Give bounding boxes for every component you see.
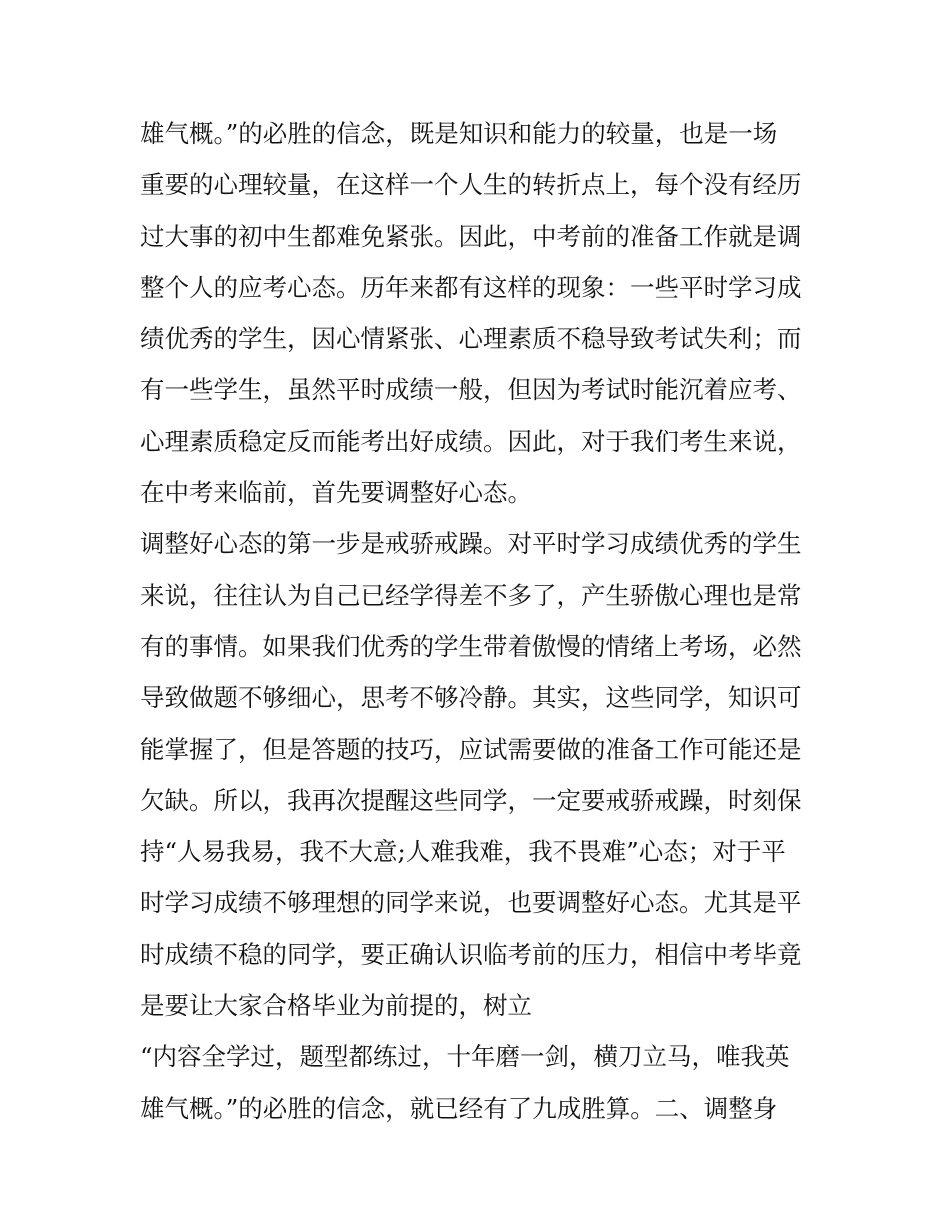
text-line: 重要的心理较量，在这样一个人生的转折点上，每个没有经历 [140,170,802,200]
text-line: 时成绩不稳的同学，要正确认识临考前的压力，相信中考毕竟 [140,939,802,969]
text-line: 时学习成绩不够理想的同学来说，也要调整好心态。尤其是平 [140,888,802,918]
text-line: 雄气概。”的必胜的信念，既是知识和能力的较量，也是一场 [140,119,778,148]
text-line: 持“人易我易，我不大意;人难我难，我不畏难”心态；对于平 [140,837,786,867]
text-line: 有一些学生，虽然平时成绩一般，但因为考试时能沉着应考、 [140,375,802,405]
text-line: 有的事情。如果我们优秀的学生带着傲慢的情绪上考场，必然 [140,631,802,661]
text-line: 心理素质稳定反而能考出好成绩。因此，对于我们考生来说， [140,426,802,456]
text-line: 能掌握了，但是答题的技巧，应试需要做的准备工作可能还是 [140,734,802,764]
text-line: 雄气概。”的必胜的信念，就已经有了九成胜算。二、调整身 [140,1093,778,1123]
text-line: 绩优秀的学生，因心情紧张、心理素质不稳导致考试失利；而 [140,324,802,354]
text-line: 是要让大家合格毕业为前提的，树立 [140,991,532,1021]
text-line: 来说，往往认为自己已经学得差不多了，产生骄傲心理也是常 [140,580,802,610]
text-line: 整个人的应考心态。历年来都有这样的现象：一些平时学习成 [140,272,802,302]
text-line: 调整好心态的第一步是戒骄戒躁。对平时学习成绩优秀的学生 [140,529,802,559]
text-line: 欠缺。所以，我再次提醒这些同学，一定要戒骄戒躁，时刻保 [140,785,802,815]
text-line: “内容全学过，题型都练过，十年磨一剑，横刀立马，唯我英 [140,1042,790,1072]
text-line: 过大事的初中生都难免紧张。因此，中考前的准备工作就是调 [140,221,802,251]
text-line: 在中考来临前，首先要调整好心态。 [140,478,532,508]
body-text [140,108,820,1134]
text-line: 导致做题不够细心，思考不够冷静。其实，这些同学，知识可 [140,683,802,713]
